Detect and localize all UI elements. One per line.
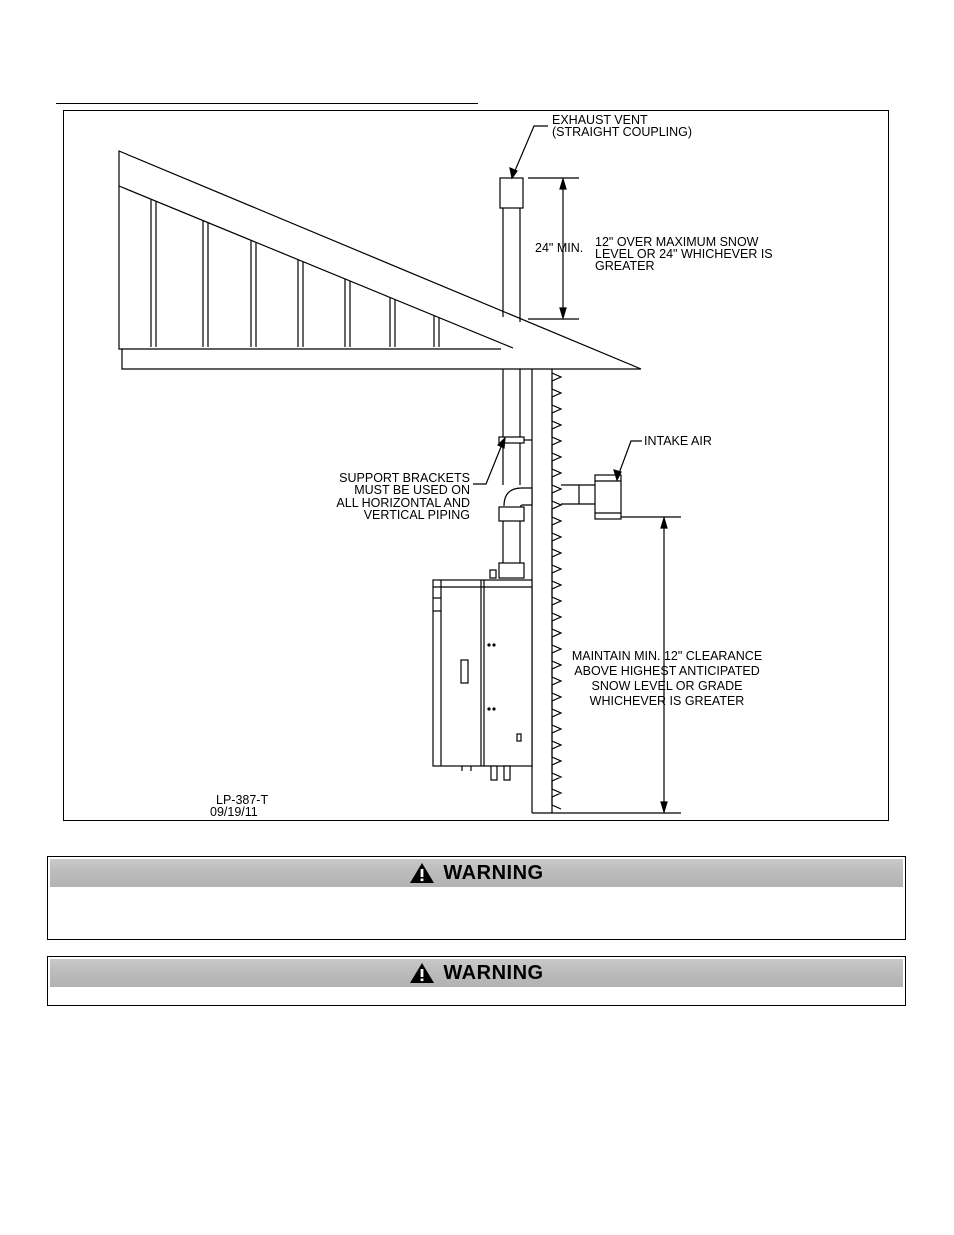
snow-note-line-3: GREATER (595, 259, 655, 273)
clearance-note-line-3: SNOW LEVEL OR GRADE (591, 679, 743, 693)
water-heater (433, 580, 532, 780)
support-note-line-3: ALL HORIZONTAL AND (336, 496, 470, 510)
warning-header-2 (50, 959, 903, 987)
snow-note-line-1: 12" OVER MAXIMUM SNOW (595, 235, 759, 249)
vent-diagram (64, 111, 890, 822)
exhaust-vent-pipe (500, 178, 523, 322)
vertical-vent-pipe (490, 369, 532, 578)
warning-header-1 (50, 859, 903, 887)
warning-box-2 (47, 956, 906, 1006)
support-note-line-1: SUPPORT BRACKETS (339, 471, 470, 485)
warning-title-1: WARNING (443, 861, 544, 884)
snow-note-line-2: LEVEL OR 24" WHICHEVER IS (595, 247, 773, 261)
support-note-line-4: VERTICAL PIPING (363, 508, 470, 522)
drawing-number: LP-387-T (216, 793, 269, 807)
warning-box-1 (47, 856, 906, 940)
vent-installation-figure (63, 110, 889, 821)
drawing-date: 09/19/11 (210, 805, 258, 819)
exhaust-vent-sublabel: (STRAIGHT COUPLING) (552, 125, 693, 139)
clearance-note-line-2: ABOVE HIGHEST ANTICIPATED (574, 664, 760, 678)
warning-title-2: WARNING (443, 961, 544, 984)
intake-air-label: INTAKE AIR (644, 434, 712, 448)
warning-triangle-icon (409, 862, 435, 884)
clearance-note-line-4: WHICHEVER IS GREATER (589, 694, 745, 708)
header-rule (56, 103, 478, 104)
warning-triangle-icon (409, 962, 435, 984)
min-24-label: 24" MIN. (535, 241, 584, 255)
clearance-note-line-1: MAINTAIN MIN. 12" CLEARANCE (571, 649, 763, 663)
support-note-line-2: MUST BE USED ON (354, 483, 470, 497)
intake-air-tee (561, 475, 621, 519)
exhaust-vent-label: EXHAUST VENT (552, 113, 648, 127)
